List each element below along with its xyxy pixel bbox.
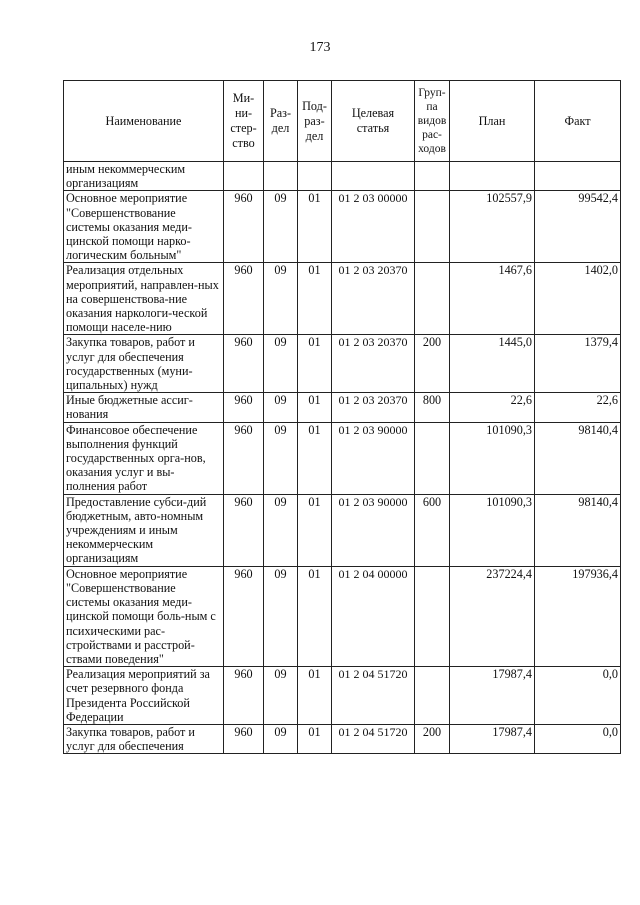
- table-row: [64, 422, 621, 494]
- row-section-cell: 09: [264, 566, 298, 666]
- row-subsection-cell: 01: [298, 494, 332, 566]
- row-plan-cell: 102557,9: [450, 191, 535, 263]
- row-section-cell: 09: [264, 335, 298, 393]
- table-body: [64, 162, 621, 754]
- row-fact-cell: 1402,0: [535, 263, 621, 335]
- row-expense-group-cell: [415, 162, 450, 191]
- row-article-cell: 01 2 04 00000: [332, 566, 415, 666]
- table-row: [64, 393, 621, 422]
- row-section-cell: 09: [264, 393, 298, 422]
- row-ministry-cell: 960: [224, 393, 264, 422]
- row-name-cell: иным некоммерческим организациям: [64, 162, 224, 191]
- header-subsection: Под- раз- дел: [298, 81, 332, 162]
- budget-table: [63, 80, 621, 754]
- row-fact-cell: 1379,4: [535, 335, 621, 393]
- row-ministry-cell: 960: [224, 335, 264, 393]
- header-article: Целевая статья: [332, 81, 415, 162]
- row-subsection-cell: 01: [298, 667, 332, 725]
- row-article-cell: 01 2 03 20370: [332, 393, 415, 422]
- row-article-cell: 01 2 03 20370: [332, 335, 415, 393]
- row-plan-cell: 101090,3: [450, 422, 535, 494]
- row-name-cell: Закупка товаров, работ и услуг для обеспечения государственных (муни-ципальных) нужд: [64, 335, 224, 393]
- row-ministry-cell: 960: [224, 724, 264, 753]
- row-subsection-cell: 01: [298, 191, 332, 263]
- row-subsection-cell: 01: [298, 335, 332, 393]
- row-plan-cell: 22,6: [450, 393, 535, 422]
- row-article-cell: [332, 162, 415, 191]
- row-expense-group-cell: [415, 422, 450, 494]
- row-article-cell: 01 2 03 90000: [332, 494, 415, 566]
- row-ministry-cell: 960: [224, 566, 264, 666]
- table-row: [64, 191, 621, 263]
- table-row: [64, 263, 621, 335]
- row-fact-cell: 22,6: [535, 393, 621, 422]
- page-number: 173: [309, 40, 331, 55]
- header-row: [64, 81, 621, 162]
- row-article-cell: 01 2 03 00000: [332, 191, 415, 263]
- row-name-cell: Основное мероприятие "Совершенствование системы оказания меди-цинской помощи нарко-логическим больным": [64, 191, 224, 263]
- row-plan-cell: 17987,4: [450, 667, 535, 725]
- row-name-cell: Реализация мероприятий за счет резервного фонда Президента Российской Федерации: [64, 667, 224, 725]
- row-plan-cell: [450, 162, 535, 191]
- row-ministry-cell: 960: [224, 191, 264, 263]
- row-fact-cell: 99542,4: [535, 191, 621, 263]
- row-ministry-cell: [224, 162, 264, 191]
- header-plan: План: [450, 81, 535, 162]
- row-name-cell: Основное мероприятие "Совершенствование системы оказания меди-цинской помощи боль-ным с психическими рас-стройствами и расстрой-ствами поведения": [64, 566, 224, 666]
- header-name: Наименование: [64, 81, 224, 162]
- row-section-cell: 09: [264, 724, 298, 753]
- row-subsection-cell: 01: [298, 263, 332, 335]
- row-plan-cell: 101090,3: [450, 494, 535, 566]
- row-fact-cell: 0,0: [535, 724, 621, 753]
- header-fact: Факт: [535, 81, 621, 162]
- row-expense-group-cell: [415, 667, 450, 725]
- row-subsection-cell: 01: [298, 422, 332, 494]
- row-fact-cell: 98140,4: [535, 422, 621, 494]
- row-expense-group-cell: 200: [415, 724, 450, 753]
- row-ministry-cell: 960: [224, 422, 264, 494]
- table-row: [64, 724, 621, 753]
- row-ministry-cell: 960: [224, 494, 264, 566]
- row-subsection-cell: [298, 162, 332, 191]
- row-expense-group-cell: [415, 566, 450, 666]
- row-name-cell: Реализация отдельных мероприятий, направлен-ных на совершенствова-ние оказания наркологи-ческой помощи населе-нию: [64, 263, 224, 335]
- row-fact-cell: 98140,4: [535, 494, 621, 566]
- row-plan-cell: 17987,4: [450, 724, 535, 753]
- row-expense-group-cell: 200: [415, 335, 450, 393]
- row-expense-group-cell: [415, 263, 450, 335]
- row-fact-cell: [535, 162, 621, 191]
- row-article-cell: 01 2 04 51720: [332, 724, 415, 753]
- row-ministry-cell: 960: [224, 667, 264, 725]
- row-name-cell: Предоставление субси-дий бюджетным, авто-номным учреждениям и иным некоммерческим организациям: [64, 494, 224, 566]
- row-expense-group-cell: [415, 191, 450, 263]
- table-row: [64, 494, 621, 566]
- row-name-cell: Финансовое обеспечение выполнения функций государственных орга-нов, оказания услуг и вы-полнения работ: [64, 422, 224, 494]
- table-row: [64, 566, 621, 666]
- row-ministry-cell: 960: [224, 263, 264, 335]
- row-subsection-cell: 01: [298, 566, 332, 666]
- table-row: [64, 667, 621, 725]
- row-article-cell: 01 2 03 90000: [332, 422, 415, 494]
- row-name-cell: Иные бюджетные ассиг-нования: [64, 393, 224, 422]
- row-subsection-cell: 01: [298, 393, 332, 422]
- header-expense-group: Груп- па видов рас- ходов: [415, 81, 450, 162]
- row-plan-cell: 237224,4: [450, 566, 535, 666]
- row-section-cell: 09: [264, 422, 298, 494]
- header-ministry: Ми- ни- стер- ство: [224, 81, 264, 162]
- row-plan-cell: 1467,6: [450, 263, 535, 335]
- row-name-cell: Закупка товаров, работ и услуг для обеспечения: [64, 724, 224, 753]
- row-section-cell: [264, 162, 298, 191]
- row-expense-group-cell: 600: [415, 494, 450, 566]
- table-row: [64, 335, 621, 393]
- row-subsection-cell: 01: [298, 724, 332, 753]
- row-article-cell: 01 2 03 20370: [332, 263, 415, 335]
- row-expense-group-cell: 800: [415, 393, 450, 422]
- row-section-cell: 09: [264, 667, 298, 725]
- row-section-cell: 09: [264, 494, 298, 566]
- row-section-cell: 09: [264, 191, 298, 263]
- row-fact-cell: 0,0: [535, 667, 621, 725]
- row-plan-cell: 1445,0: [450, 335, 535, 393]
- header-section: Раз- дел: [264, 81, 298, 162]
- row-section-cell: 09: [264, 263, 298, 335]
- row-article-cell: 01 2 04 51720: [332, 667, 415, 725]
- table-row: [64, 162, 621, 191]
- row-fact-cell: 197936,4: [535, 566, 621, 666]
